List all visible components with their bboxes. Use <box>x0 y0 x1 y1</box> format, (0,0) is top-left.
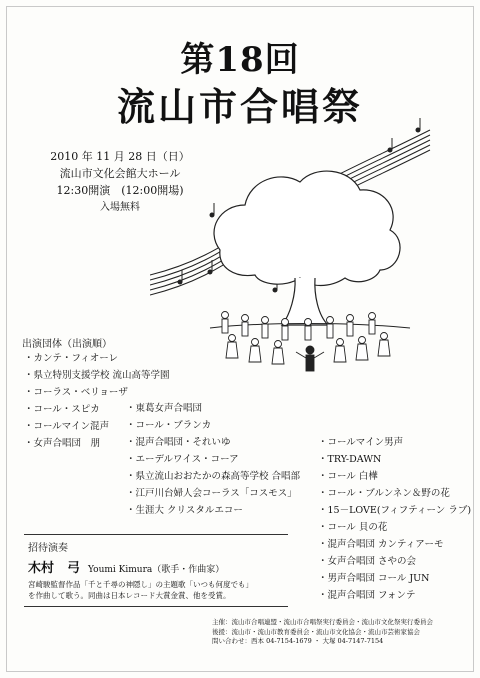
guest-name-roman: Youmi Kimura（歌手・作曲家） <box>88 565 225 575</box>
performer-item: ・コールマイン男声 <box>318 437 404 448</box>
guest-heading: 招待演奏 <box>28 543 68 554</box>
footer-credits <box>212 618 433 647</box>
guest-description-1: 宮崎駿監督作品「千と千尋の神隠し」の主題歌「いつも何度でも」 <box>28 580 253 589</box>
performer-item: ・男声合唱団 コール JUN <box>318 573 430 584</box>
footer-support: 後援：流山市・流山市教育委員会・流山市文化協会・流山市芸術家協会 <box>212 627 420 636</box>
guest-name-text: 木村 弓 <box>28 561 81 576</box>
event-time: 12:30開演 (12:00開場) <box>56 184 184 197</box>
event-admission: 入場無料 <box>100 202 140 213</box>
performer-item: ・コール・ブルンネン＆野の花 <box>318 488 450 499</box>
event-date: 2010 年 11 月 28 日（日） <box>50 150 190 163</box>
performer-item: ・エーデルワイス・コーア <box>126 454 239 465</box>
performer-item: ・コールマイン混声 <box>24 421 110 432</box>
performer-item: ・県立特別支援学校 流山高等学園 <box>24 370 170 381</box>
performers-list-3 <box>318 434 471 604</box>
guest-description-2: を作曲して歌う。同曲は日本レコード大賞金賞、他を受賞。 <box>28 591 231 600</box>
event-name-title: 流山市合唱祭 <box>116 84 363 129</box>
event-venue: 流山市文化会館大ホール <box>59 167 181 180</box>
performer-item: ・江戸川台婦人会コーラス「コスモス」 <box>126 488 297 499</box>
performer-item: ・TRY-DAWN <box>318 454 382 465</box>
performer-item: ・東葛女声合唱団 <box>126 403 203 414</box>
performer-item: ・コール 白樺 <box>318 471 378 482</box>
performer-item: ・生涯大 クリスタルエコー <box>126 505 243 516</box>
performer-item: ・コール 貝の花 <box>318 522 388 533</box>
performer-item: ・コール・ブランカ <box>126 420 212 431</box>
event-number-title: 第18回 <box>180 40 300 80</box>
performer-item: ・コール・スピカ <box>24 404 100 415</box>
performer-item: ・混声合唱団・それいゆ <box>126 437 231 448</box>
guest-performance-box <box>24 534 288 607</box>
performers-list-2 <box>126 400 300 519</box>
performers-heading: 出演団体（出演順） <box>22 339 112 350</box>
performer-item: ・県立流山おおたかの森高等学校 合唱部 <box>126 471 301 482</box>
footer-organizer: 主催：流山市合唱連盟・流山市合唱祭実行委員会・流山市文化祭実行委員会 <box>212 618 433 626</box>
performer-item: ・女声合唱団 朋 <box>24 438 101 449</box>
performer-item: ・カンテ・フィオーレ <box>24 353 119 364</box>
performer-item: ・混声合唱団 カンティアーモ <box>318 539 444 550</box>
performer-item: ・混声合唱団 フォンテ <box>318 590 416 601</box>
performer-item: ・女声合唱団 さやの会 <box>318 556 417 567</box>
guest-name <box>28 557 284 576</box>
performer-item: ・コーラス・ベリョーザ <box>24 387 128 398</box>
footer-contact: 問い合わせ：西本 04-7154-1679 ・ 大塚 04-7147-7154 <box>212 637 384 645</box>
performer-item: ・15－LOVE(フィフティーン ラブ) <box>318 505 472 516</box>
choir-tree-illustration <box>150 110 450 400</box>
